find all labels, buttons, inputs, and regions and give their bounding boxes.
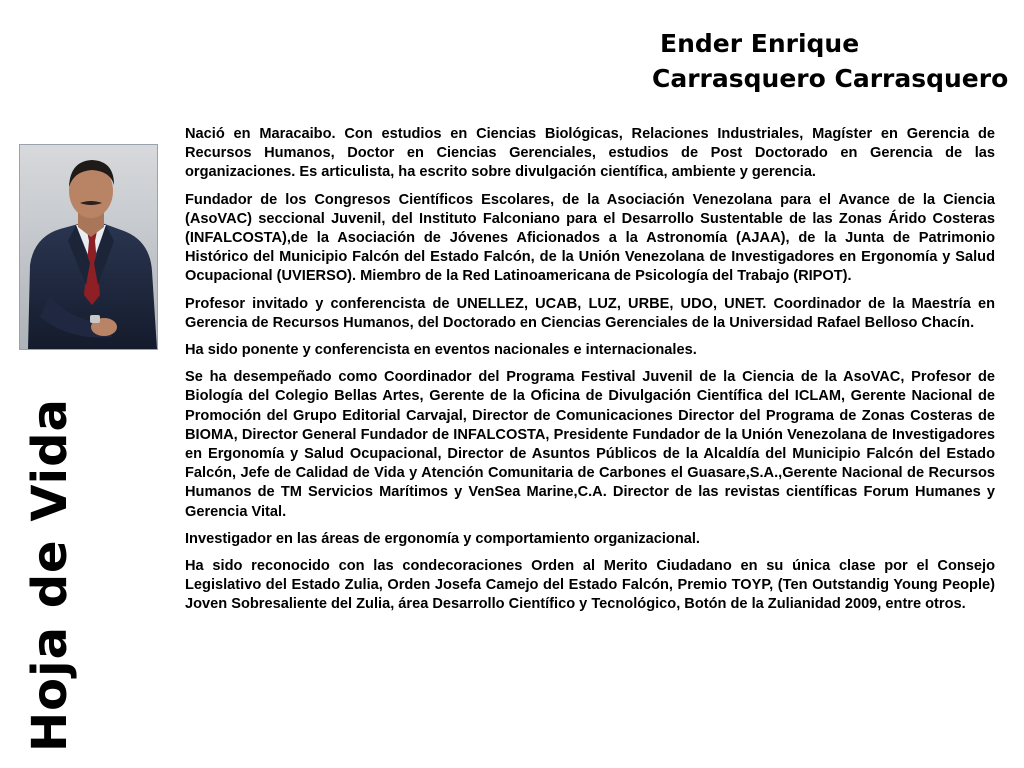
bio-paragraph: Investigador en las áreas de ergonomía y comportamiento organizacional. <box>185 530 700 547</box>
vertical-title-container <box>22 398 78 752</box>
person-name-first: Ender Enrique <box>660 29 860 58</box>
page-title: Hoja de Vida <box>22 398 78 752</box>
portrait-photo <box>19 144 158 350</box>
bio-paragraph: Fundador de los Congresos Científicos Escolares, de la Asociación Venezolana para el Avance de la Ciencia (AsoVAC) seccional Juvenil, del Instituto Falconiano para el Desarrollo Sustentable de las Zonas Árido Costeras (INFALCOSTA),de la Asociación de Jóvenes Aficionados a la Astronomía (AJAA), de la Junta de Patrimonio Histórico del Municipio Falcón del Estado Falcón, de la Unión Venezolana de Investigadores en Ergonomía y Salud Ocupacional (UVIERSO). Miembro de la Red Latinoamericana de Psicología del Trabajo (RIPOT). <box>185 191 995 285</box>
bio-paragraph: Ha sido reconocido con las condecoraciones Orden al Merito Ciudadano en su única clase por el Consejo Legislativo del Estado Zulia, Orden Josefa Camejo del Estado Falcón, Premio TOYP, (Ten Outstandig Young People) Joven Sobresaliente del Zulia, área Desarrollo Científico y Tecnológico, Botón de la Zulianidad 2009, entre otros. <box>185 558 995 613</box>
person-name-last: Carrasquero Carrasquero <box>652 64 1009 93</box>
bio-paragraph: Ha sido ponente y conferencista en eventos nacionales e internacionales. <box>185 342 697 359</box>
bio-paragraph: Profesor invitado y conferencista de UNELLEZ, UCAB, LUZ, URBE, UDO, UNET. Coordinador de la Maestría en Gerencia de Recursos Humanos, del Doctorado en Ciencias Gerenciales de la Universidad Rafael Belloso Chacín. <box>185 295 995 331</box>
bio-paragraph: Se ha desempeñado como Coordinador del Programa Festival Juvenil de la Ciencia de la AsoVAC, Profesor de Biología del Colegio Bellas Artes, Gerente de la Oficina de Divulgación Científica del ICLAM, Gerente Nacional de Promoción del Grupo Editorial Carvajal, Director de Comunicaciones Director del Programa de Zonas Costeras de BIOMA, Director General Fundador de INFALCOSTA, Presidente Fundador de la Unión Venezolana de Investigadores en Ergonomía y Salud Ocupacional, Director de Asuntos Públicos de la Alcaldía del Municipio Falcón del Estado Falcón, Jefe de Calidad de Vida y Atención Comunitaria de Carbones el Guasare,S.A.,Gerente Nacional de Recursos Humanos de TM Servicios Marítimos y VenSea Marine,C.A. Director de las revistas científicas Forum Humanes y Gerencia Vital. <box>185 369 995 520</box>
biography <box>185 125 995 623</box>
bio-paragraph: Nació en Maracaibo. Con estudios en Ciencias Biológicas, Relaciones Industriales, Magíster en Gerencia de Recursos Humanos, Doctor en Ciencias Gerenciales, estudios de Post Doctorado en Gerencia de las organizaciones. Es articulista, ha escrito sobre divulgación científica, ambiente y gerencia. <box>185 126 995 181</box>
